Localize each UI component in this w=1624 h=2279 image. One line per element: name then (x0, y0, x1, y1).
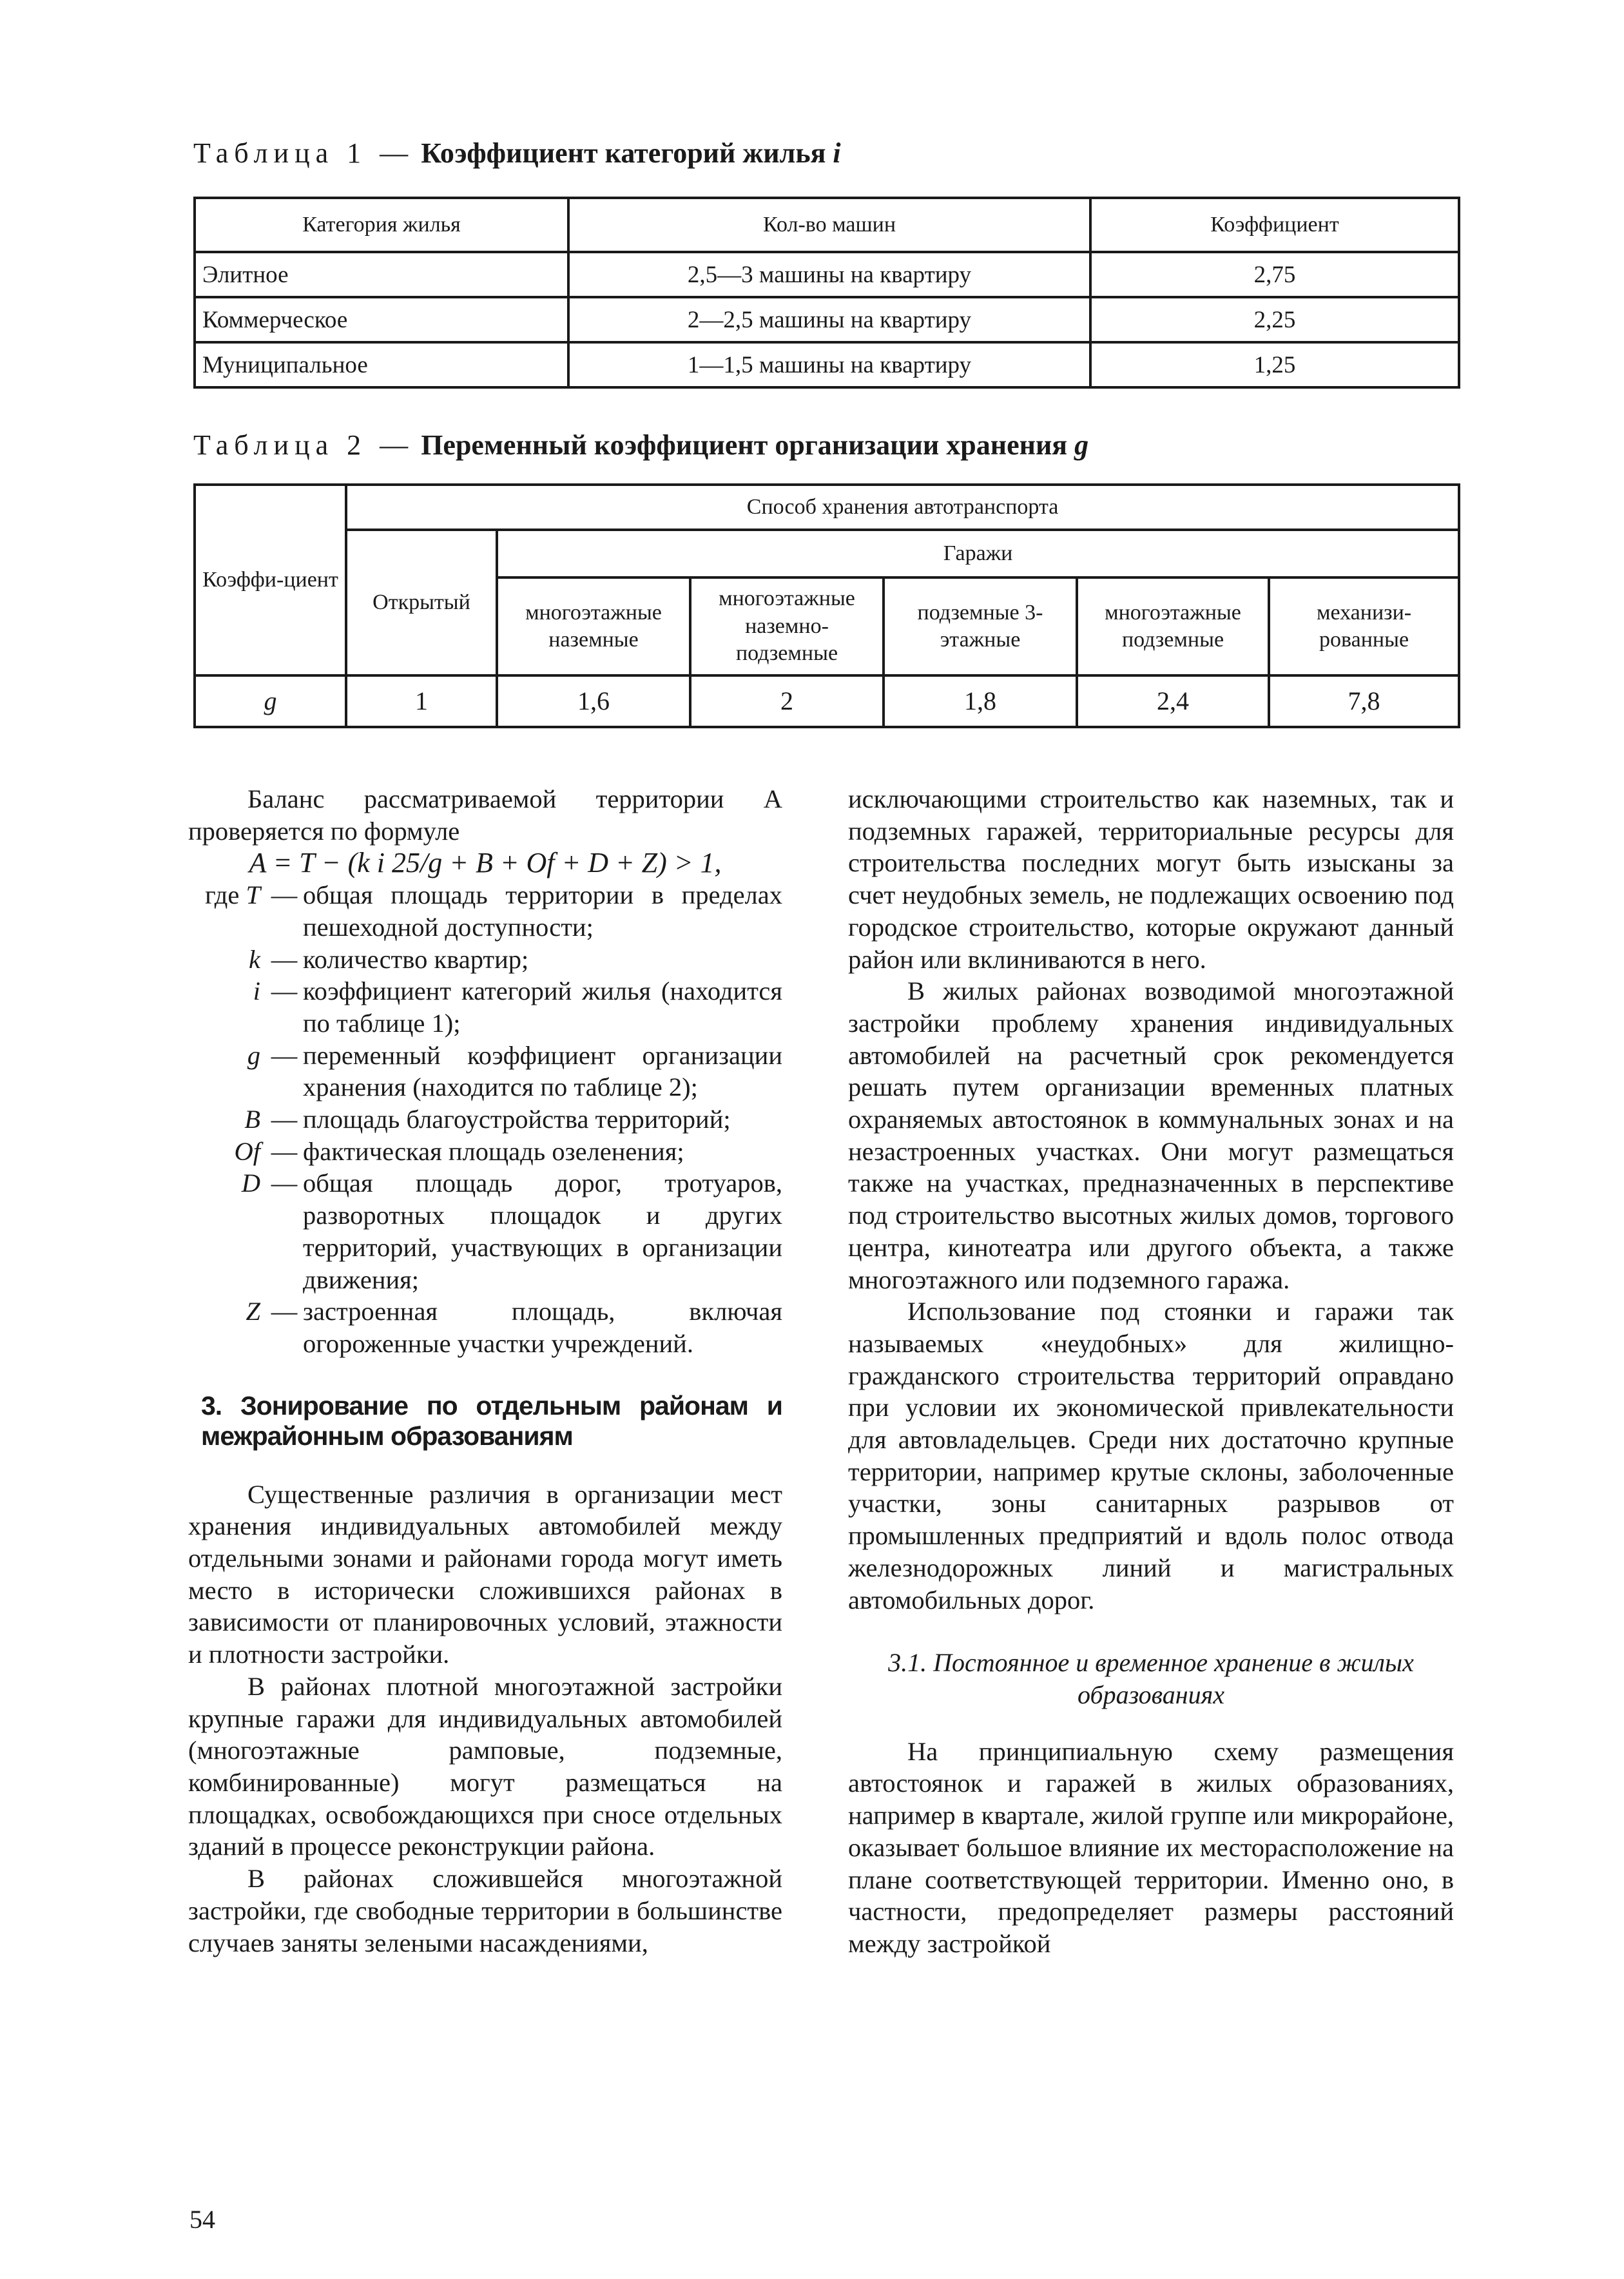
table1-cell: Элитное (195, 252, 568, 297)
table-row (195, 342, 1459, 387)
paragraph: В районах плотной многоэтажной застройки крупные гаражи для индивидуальных автомобилей (многоэтажные рамповые, подземные, комбинированные) могут размещаться на площадках, освобождающихся при сносе отдельных зданий в процессе реконструкции района. (188, 1671, 782, 1861)
paragraph: Существенные различия в организации мест хранения индивидуальных автомобилей между отдельными зонами и районами города могут иметь место в исторически сложившихся районах в зависимости от планировочных условий, этажности и плотности застройки. (188, 1479, 782, 1669)
legend-definition: фактическая площадь озеленения; (303, 1136, 684, 1166)
table1-cell: Коммерческое (195, 297, 568, 342)
legend-definition: переменный коэффициент организации хранения (находится по таблице 2); (303, 1040, 782, 1102)
table1-cell: 1—1,5 машины на квартиру (568, 342, 1090, 387)
legend-symbol: Z (246, 1297, 260, 1326)
paragraph: исключающими строительство как наземных, так и подземных гаражей, территориальные ресурсы для строительства последних могут быть изысканы за счет неудобных земель, не подлежащих освоению под городское строительство, которые окружают данный район или вклиниваются в него. (848, 784, 1454, 974)
legend-dash: — (271, 1040, 298, 1070)
legend-symbol: k (249, 944, 260, 974)
table1-header-cell: Категория жилья (195, 198, 568, 252)
table2-cell: 2 (690, 675, 884, 727)
table-row (195, 252, 1459, 297)
table2-garage-type: многоэтажные наземные (497, 577, 690, 675)
table1-cell: 2—2,5 машины на квартиру (568, 297, 1090, 342)
list-item (188, 1295, 782, 1359)
formula-legend (188, 879, 782, 1360)
legend-definition: коэффициент категорий жилья (находится по таблице 1); (303, 976, 782, 1038)
legend-symbol: Of (234, 1136, 260, 1166)
legend-definition: застроенная площадь, включая огороженные участки учреждений. (303, 1297, 782, 1358)
paragraph: В районах сложившейся многоэтажной застройки, где свободные территории в большинстве случаев заняты зелеными насаждениями, (188, 1864, 782, 1957)
table1-header-row (195, 198, 1459, 252)
table1-cell: 2,5—3 машины на квартиру (568, 252, 1090, 297)
list-item (188, 944, 782, 976)
list-item (188, 1136, 782, 1168)
legend-symbol: B (244, 1105, 260, 1134)
legend-symbol (188, 879, 266, 911)
page-number: 54 (189, 2205, 215, 2234)
table1-cell: 2,75 (1090, 252, 1459, 297)
table2-row-symbol: g (195, 675, 346, 727)
table2-cell: 1,8 (884, 675, 1077, 727)
list-item (188, 1040, 782, 1103)
table2-cell: 1,6 (497, 675, 690, 727)
legend-symbol-letter: T (246, 880, 260, 910)
legend-dash: — (271, 1105, 298, 1134)
table2-header-row (195, 530, 1459, 577)
table2-caption (193, 429, 1088, 461)
paragraph: Использование под стоянки и гаражи так называемых «неудобных» для жилищно-гражданского строительства территорий оправдано при условии их экономической привлекательности для автовладельцев. Среди них достаточно крупные территории, например крутые склоны, заболоченные участки, зоны санитарных разрывов от промышленных предприятий и вдоль полос отвода железнодорожных линий и магистральных автомобильных дорог. (848, 1297, 1454, 1615)
table-row (195, 297, 1459, 342)
table1-cell: 2,25 (1090, 297, 1459, 342)
legend-dash: — (271, 976, 298, 1006)
paragraph: На принципиальную схему размещения автостоянок и гаражей в жилых образованиях, например в квартале, жилой группе или микрорайоне, оказывает большое влияние их месторасположение на плане соответствующей территории. Именно оно, в частности, предопределяет размеры расстояний между застройкой (848, 1736, 1454, 1958)
legend-definition: количество квартир; (303, 944, 529, 974)
formula: A = T − (k i 25/g + B + Of + D + Z) > 1, (249, 847, 722, 879)
list-item (188, 1167, 782, 1295)
table2-cell: 2,4 (1077, 675, 1269, 727)
table1-header-cell: Коэффициент (1090, 198, 1459, 252)
table-row (195, 675, 1459, 727)
paragraph: Баланс рассматриваемой территории A проверяется по формуле (188, 784, 782, 846)
table2-cell: 1 (346, 675, 497, 727)
list-item (188, 879, 782, 943)
table2-caption-prefix: Таблица 2 — (193, 429, 414, 461)
table2-garages-header: Гаражи (497, 530, 1459, 577)
table1-header-cell: Кол-во машин (568, 198, 1090, 252)
legend-definition: площадь благоустройства территорий; (303, 1105, 731, 1134)
table2-cell: 7,8 (1269, 675, 1459, 727)
section-heading: 3. Зонирование по отдельным районам и межрайонным образованиям (201, 1390, 782, 1451)
table2-caption-symbol: g (1074, 429, 1089, 461)
legend-dash: — (271, 1136, 298, 1166)
legend-symbol: D (241, 1169, 260, 1198)
table2-storage-header: Способ хранения автотранспорта (346, 485, 1459, 530)
legend-where: где (205, 880, 240, 910)
table1-cell: 1,25 (1090, 342, 1459, 387)
table1-caption-title: Коэффициент категорий жилья (421, 137, 826, 169)
list-item (188, 975, 782, 1039)
table1 (193, 197, 1460, 389)
left-column (188, 783, 782, 1959)
table2-garage-type: механизи-рованные (1269, 577, 1459, 675)
table2-caption-title: Переменный коэффициент организации хранения (421, 429, 1068, 461)
right-column (848, 783, 1454, 1960)
table2-open-header: Открытый (346, 530, 497, 675)
legend-dash: — (271, 880, 298, 910)
legend-symbol: i (253, 976, 260, 1006)
legend-symbol: g (247, 1040, 260, 1070)
legend-dash: — (271, 1169, 298, 1198)
table1-caption-symbol: i (833, 137, 841, 169)
table2-garage-type: многоэтажные подземные (1077, 577, 1269, 675)
legend-dash: — (271, 1297, 298, 1326)
table2-garage-type: подземные 3-этажные (884, 577, 1077, 675)
table2-garage-type: многоэтажные наземно-подземные (690, 577, 884, 675)
table2-coef-header: Коэффи-циент (195, 485, 346, 675)
subsection-heading: 3.1. Постоянное и временное хранение в жилых образованиях (888, 1648, 1414, 1709)
legend-dash: — (271, 944, 298, 974)
table2 (193, 483, 1460, 728)
table1-cell: Муниципальное (195, 342, 568, 387)
legend-definition: общая площадь территории в пределах пешеходной доступности; (303, 880, 782, 942)
paragraph: В жилых районах возводимой многоэтажной застройки проблему хранения индивидуальных автомобилей на расчетный срок рекомендуется решать путем организации временных платных охраняемых автостоянок в коммунальных зонах и на незастроенных участках. Они могут размещаться также на участках, предназначенных в перспективе под строительство высотных жилых домов, торгового центра, кинотеатра или другого объекта, а также многоэтажного или подземного гаража. (848, 976, 1454, 1294)
table1-caption (193, 137, 841, 170)
table2-header-row (195, 485, 1459, 530)
table1-caption-prefix: Таблица 1 — (193, 137, 414, 169)
legend-definition: общая площадь дорог, тротуаров, разворотных площадок и других территорий, участвующих в организации движения; (303, 1169, 782, 1294)
list-item (188, 1103, 782, 1136)
